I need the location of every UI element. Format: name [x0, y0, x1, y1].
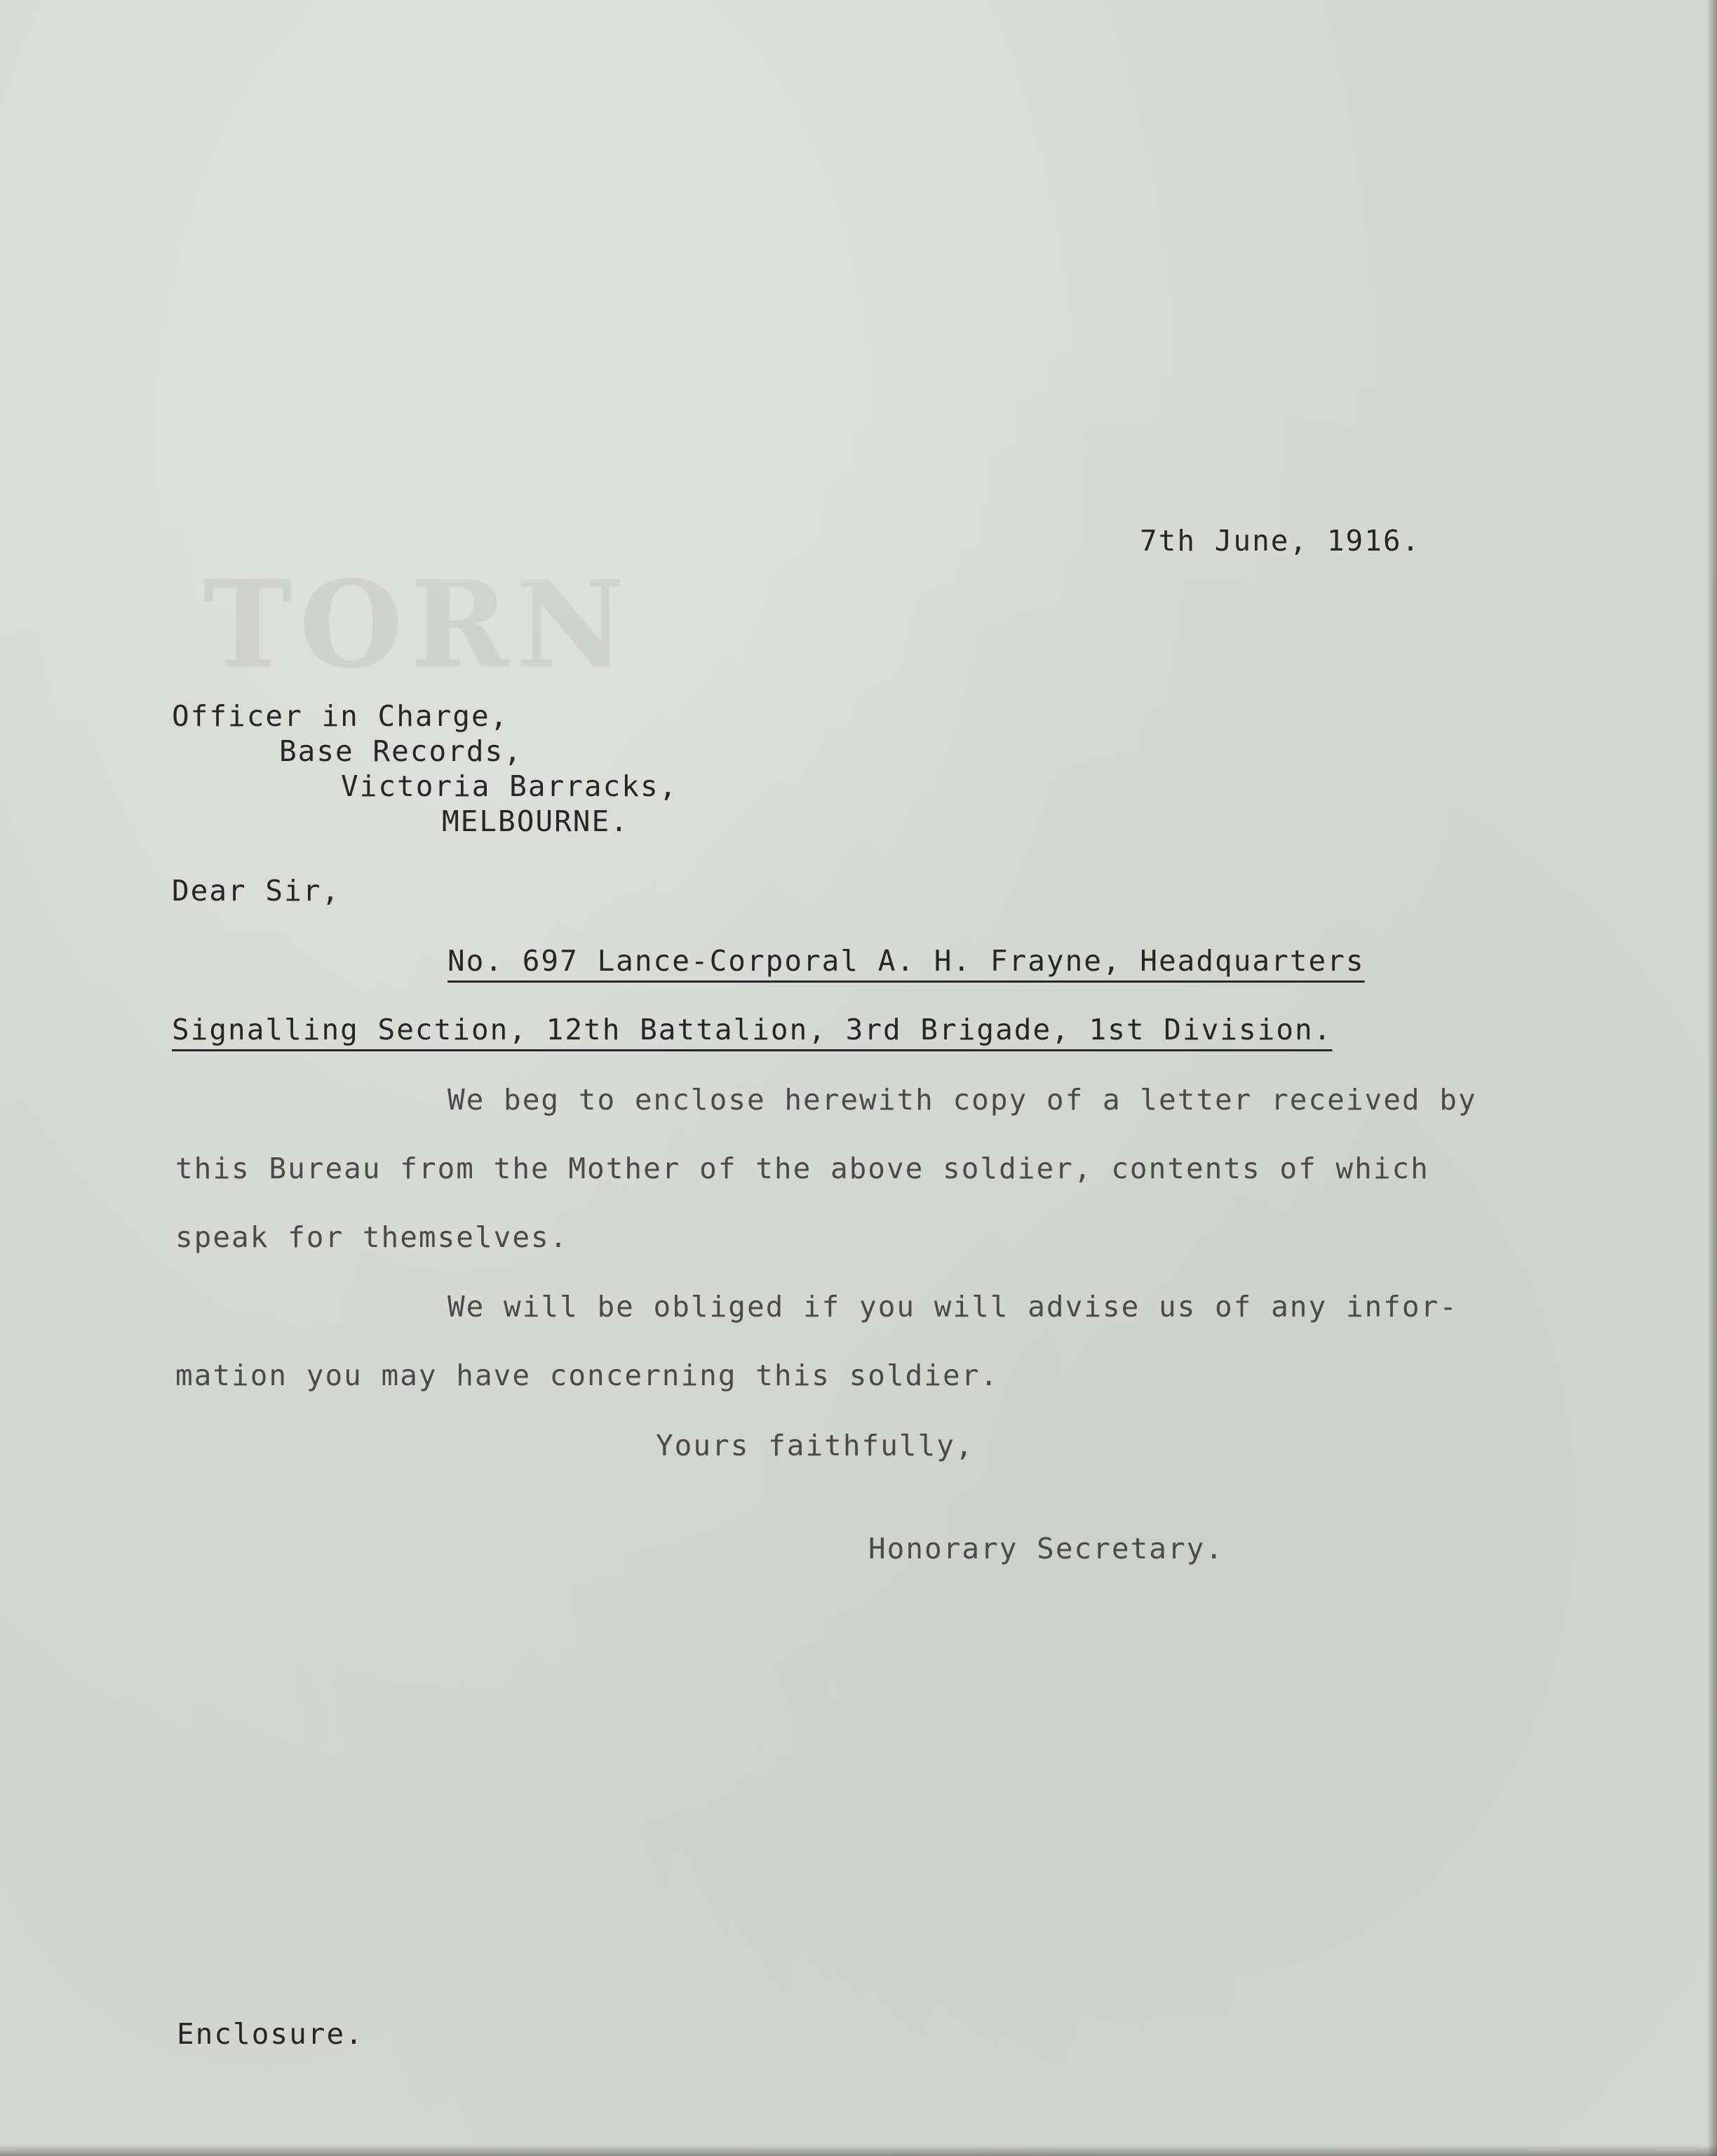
paragraph2-line-2: mation you may have concerning this soldier. — [175, 1359, 999, 1392]
signatory: Honorary Secretary. — [868, 1532, 1224, 1565]
page-edge-right — [1707, 0, 1717, 2156]
stamp-text: TORN — [203, 568, 633, 680]
paragraph2-line-1: We will be obliged if you will advise us of any infor- — [447, 1290, 1458, 1323]
address-line-1: Officer in Charge, — [172, 699, 509, 733]
paragraph1-line-3: speak for themselves. — [175, 1220, 569, 1254]
closing: Yours faithfully, — [656, 1429, 974, 1462]
subject-line-1: No. 697 Lance-Corporal A. H. Frayne, Headquarters — [447, 944, 1365, 978]
paragraph1-line-2: this Bureau from the Mother of the above soldier, contents of which — [175, 1152, 1429, 1185]
salutation: Dear Sir, — [172, 874, 341, 908]
address-line-3: Victoria Barracks, — [341, 769, 678, 803]
subject-line-2: Signalling Section, 12th Battalion, 3rd Brigade, 1st Division. — [172, 1013, 1333, 1046]
letter-date: 7th June, 1916. — [1140, 524, 1421, 558]
address-line-2: Base Records, — [279, 734, 523, 768]
faded-stamp — [203, 568, 673, 680]
address-line-4: MELBOURNE. — [442, 804, 629, 838]
paragraph1-line-1: We beg to enclose herewith copy of a letter received by — [447, 1083, 1477, 1117]
enclosure-note: Enclosure. — [177, 2017, 364, 2051]
page-edge-bottom — [0, 2145, 1717, 2156]
